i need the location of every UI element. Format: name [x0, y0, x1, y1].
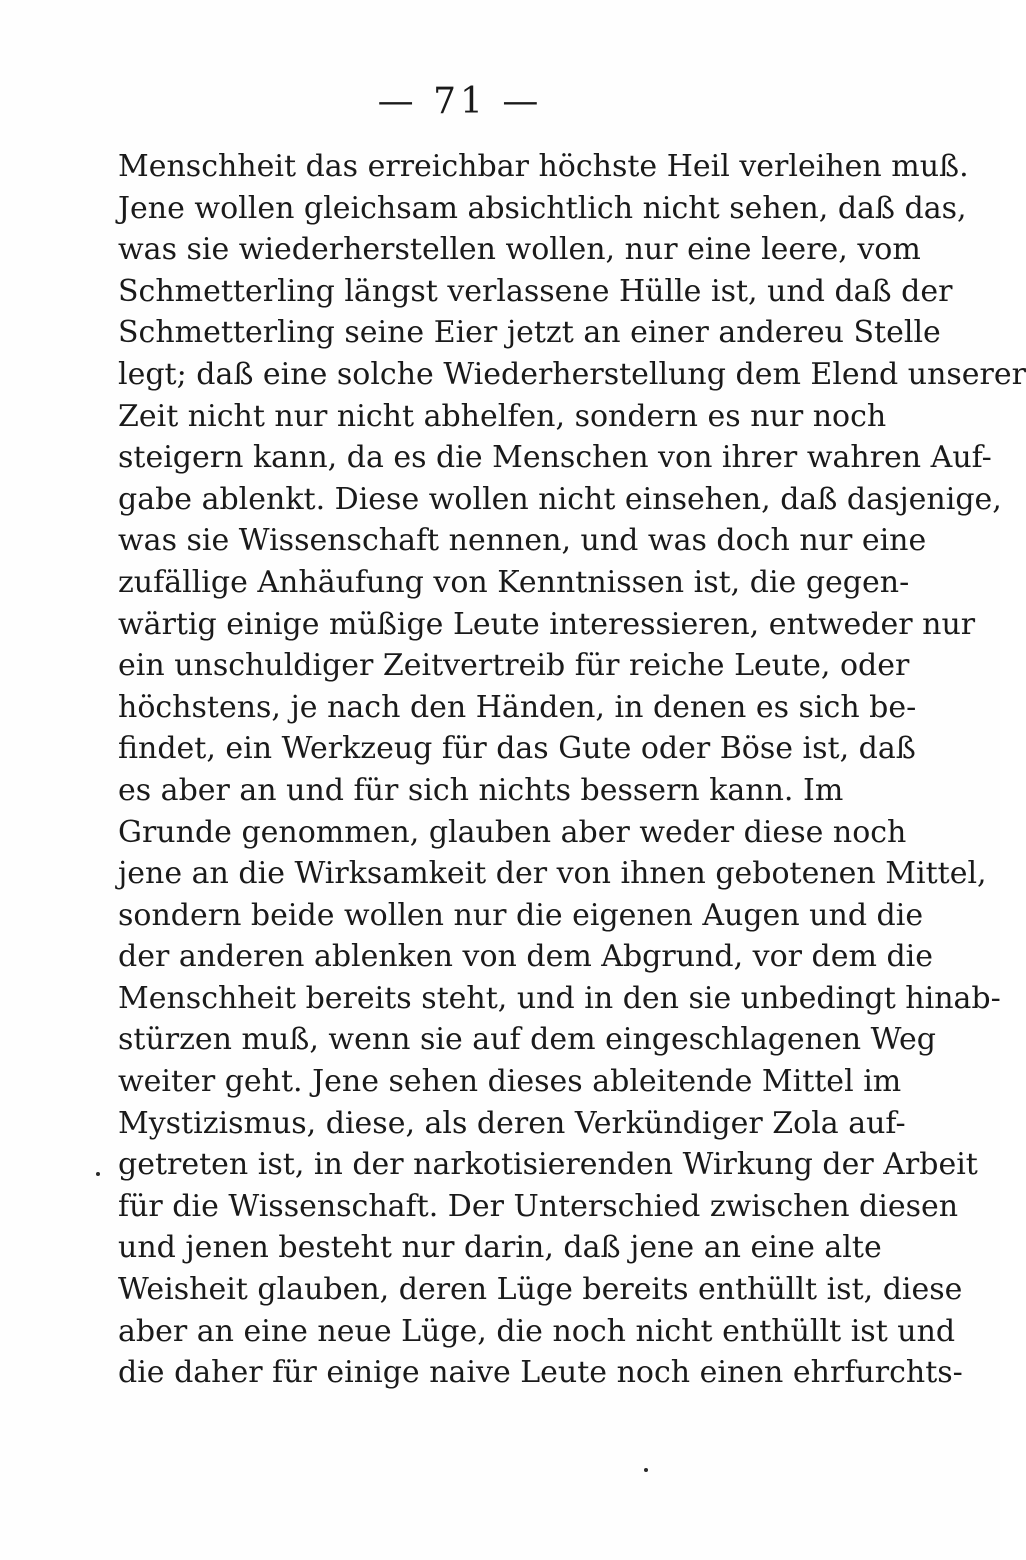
text-line: ein unschuldiger Zeitvertreib für reiche Leute, oder — [118, 648, 910, 684]
text-line: für die Wissenschaft. Der Unterschied zwischen diesen — [118, 1188, 959, 1224]
margin-speck — [96, 1172, 100, 1176]
text-line: Jene wollen gleichsam absichtlich nicht sehen, daß das, — [118, 190, 967, 226]
page-number: — 71 — — [377, 81, 543, 122]
text-line: gabe ablenkt. Diese wollen nicht einsehen, daß dasjenige, — [118, 481, 1002, 517]
margin-speck — [644, 1468, 648, 1472]
text-line: Weisheit glauben, deren Lüge bereits enthüllt ist, diese — [118, 1272, 963, 1308]
text-line: legt; daß eine solche Wiederherstellung dem Elend unserer — [118, 356, 1026, 392]
body-text — [118, 146, 1026, 1394]
text-line: was sie wiederherstellen wollen, nur eine leere, vom — [118, 232, 921, 268]
text-line: zufällige Anhäufung von Kenntnissen ist, die gegen- — [118, 564, 910, 600]
text-line: Menschheit bereits steht, und in den sie unbedingt hinab- — [118, 980, 1001, 1016]
text-line: stürzen muß, wenn sie auf dem eingeschlagenen Weg — [118, 1022, 936, 1058]
text-line: Menschheit das erreichbar höchste Heil verleihen muß. — [118, 149, 969, 184]
text-line: die daher für einige naive Leute noch einen ehrfurchts- — [118, 1355, 963, 1391]
text-line: Schmetterling seine Eier jetzt an einer andereu Stelle — [118, 315, 941, 351]
text-line: getreten ist, in der narkotisierenden Wirkung der Arbeit — [118, 1147, 978, 1183]
text-line: wärtig einige müßige Leute interessieren, entweder nur — [118, 606, 976, 642]
text-line: weiter geht. Jene sehen dieses ableitende Mittel im — [118, 1064, 902, 1100]
text-line: was sie Wissenschaft nennen, und was doch nur eine — [118, 523, 927, 559]
text-line: Zeit nicht nur nicht abhelfen, sondern es nur noch — [118, 398, 887, 434]
text-line: Schmetterling längst verlassene Hülle ist, und daß der — [118, 273, 953, 309]
text-line: der anderen ablenken von dem Abgrund, vor dem die — [118, 939, 934, 975]
text-line: Mystizismus, diese, als deren Verkündiger Zola auf- — [118, 1105, 906, 1141]
text-line: jene an die Wirksamkeit der von ihnen gebotenen Mittel, — [118, 856, 987, 892]
text-line: es aber an und für sich nichts bessern kann. Im — [118, 772, 844, 808]
text-line: Grunde genommen, glauben aber weder diese noch — [118, 814, 907, 850]
text-line: findet, ein Werkzeug für das Gute oder Böse ist, daß — [118, 731, 916, 767]
text-line: aber an eine neue Lüge, die noch nicht enthüllt ist und — [118, 1313, 956, 1349]
text-line: sondern beide wollen nur die eigenen Augen und die — [118, 897, 924, 933]
text-line: steigern kann, da es die Menschen von ihrer wahren Auf- — [118, 440, 992, 476]
text-line: und jenen besteht nur darin, daß jene an eine alte — [118, 1230, 882, 1266]
text-line: höchstens, je nach den Händen, in denen es sich be- — [118, 689, 917, 725]
